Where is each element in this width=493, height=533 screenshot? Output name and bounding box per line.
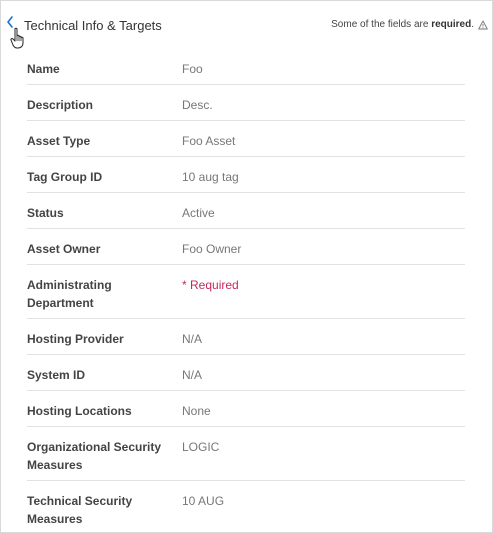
back-button[interactable]	[5, 15, 21, 35]
field-label: Description	[27, 98, 94, 112]
field-label: Hosting Locations	[27, 404, 132, 418]
field-row-description	[27, 85, 465, 121]
field-row-organizational-security-measures	[27, 427, 465, 481]
field-value: 10 aug tag	[182, 170, 239, 184]
field-row-technical-security-measures	[27, 481, 465, 533]
field-value: Active	[182, 206, 215, 220]
field-label: Tag Group ID	[27, 170, 103, 184]
required-note-prefix: Some of the fields are	[331, 19, 432, 30]
field-label: Asset Owner	[27, 242, 101, 256]
field-row-hosting-provider	[27, 319, 465, 355]
field-value: 10 AUG	[182, 494, 225, 508]
field-value: Foo Owner	[182, 242, 242, 256]
field-row-asset-owner	[27, 229, 465, 265]
required-note-bold: required	[431, 19, 472, 30]
warning-icon	[478, 20, 488, 30]
field-value: N/A	[182, 368, 203, 382]
field-row-administrating-department	[27, 265, 465, 319]
field-value: N/A	[182, 332, 203, 346]
field-value: Foo Asset	[182, 134, 236, 148]
field-label: Administrating Department	[27, 278, 112, 310]
required-field-value[interactable]: * Required	[182, 278, 239, 292]
field-row-system-id	[27, 355, 465, 391]
required-note	[331, 19, 488, 30]
field-row-asset-type	[27, 121, 465, 157]
field-label: Technical Security Measures	[27, 494, 133, 526]
panel-header	[1, 1, 492, 49]
field-value: Foo	[182, 62, 203, 76]
field-row-name	[27, 49, 465, 85]
required-note-suffix: .	[471, 19, 474, 30]
field-label: Name	[27, 62, 60, 76]
field-label: Organizational Security Measures	[27, 440, 162, 472]
field-value: None	[182, 404, 211, 418]
field-value: LOGIC	[182, 440, 220, 454]
field-label: System ID	[27, 368, 86, 382]
page-title: Technical Info & Targets	[24, 18, 162, 33]
field-label: Hosting Provider	[27, 332, 124, 346]
field-list	[27, 49, 465, 533]
field-row-tag-group-id	[27, 157, 465, 193]
field-value: Desc.	[182, 98, 213, 112]
field-label: Asset Type	[27, 134, 91, 148]
chevron-left-icon	[5, 15, 21, 29]
field-label: Status	[27, 206, 64, 220]
field-row-hosting-locations	[27, 391, 465, 427]
field-row-status	[27, 193, 465, 229]
